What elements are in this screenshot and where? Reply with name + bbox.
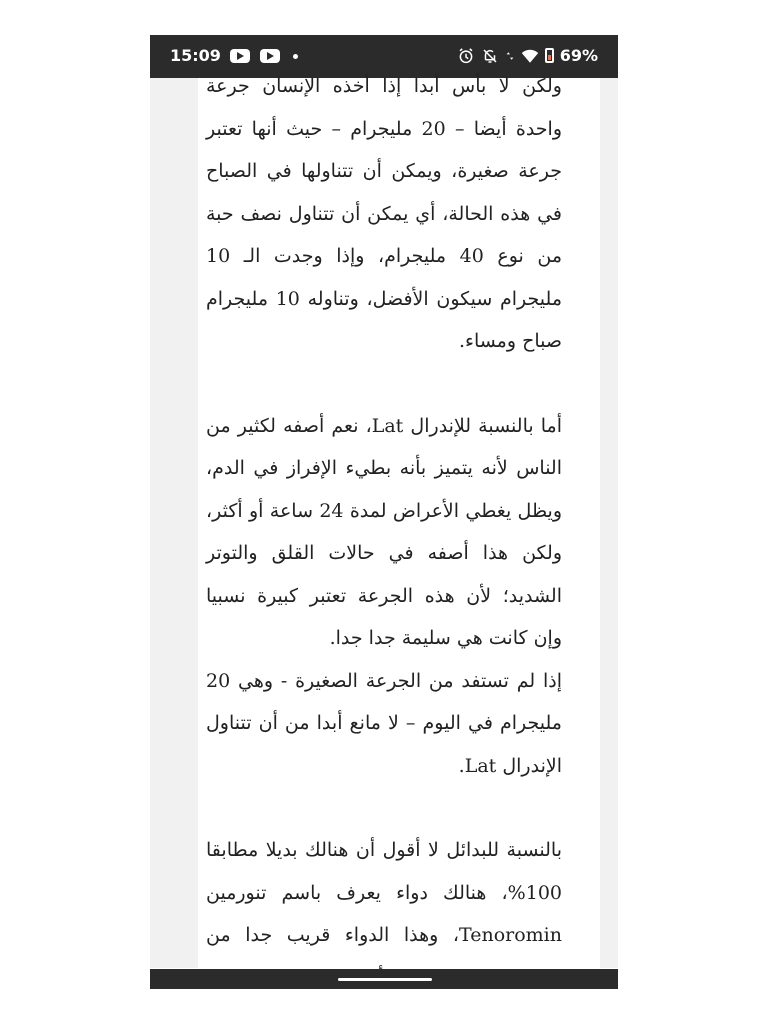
alarm-icon	[457, 47, 475, 65]
status-system-icons	[457, 46, 598, 65]
article-paragraph: ولكن لا بأس أبدا إذا أخذه الإنسان جرعة واحدة أيضا – 20 مليجرام – حيث أنها تعتبر جرعة صغيرة، ويمكن أن تتناولها في الصباح في هذه الحالة، أي يمكن أن تتناول نصف حبة من نوع 40 مليجرام، وإذا وجدت الـ 10 مليجرام سيكون الأفضل، وتناوله 10 مليجرام صباح ومساء.	[206, 75, 563, 352]
wifi-icon	[521, 47, 539, 65]
battery-percent: 69%	[559, 46, 598, 65]
youtube-icon	[260, 49, 280, 63]
article-paragraph: إذا لم تستفد من الجرعة الصغيرة - وهي 20 مليجرام في اليوم – لا مانع أبدا من أن تتناول الإندرال Lat.	[206, 669, 562, 777]
page-margin-left	[150, 78, 198, 968]
battery-icon	[545, 48, 554, 63]
article-paragraph: أما بالنسبة للإندرال Lat، نعم أصفه لكثير من الناس لأنه يتميز بأنه بطيء الإفراز في الدم، ويظل يغطي الأعراض لمدة 24 ساعة أو أكثر، ولكن هذا أصفه في حالات القلق والتوتر الشديد؛ لأن هذه الجرعة تعتبر كبيرة نسبيا وإن كانت هي سليمة جدا جدا.	[206, 414, 562, 649]
phone-screen	[150, 35, 618, 989]
home-gesture-handle[interactable]	[338, 978, 432, 981]
navigation-bar	[150, 969, 618, 989]
data-arrows-icon	[505, 47, 515, 65]
article-paragraph: بالنسبة للبدائل لا أقول أن هنالك بديلا مطابقا 100%، هنالك دواء يعرف باسم تنورمين Tenoromin، وهذا الدواء قريب جدا من	[206, 839, 562, 946]
notifications-muted-icon	[481, 47, 499, 65]
article-body[interactable]	[206, 65, 562, 969]
page-margin-right	[600, 78, 618, 968]
youtube-icon	[230, 49, 250, 63]
status-time: 15:09	[170, 46, 221, 65]
dot-icon	[293, 54, 298, 59]
